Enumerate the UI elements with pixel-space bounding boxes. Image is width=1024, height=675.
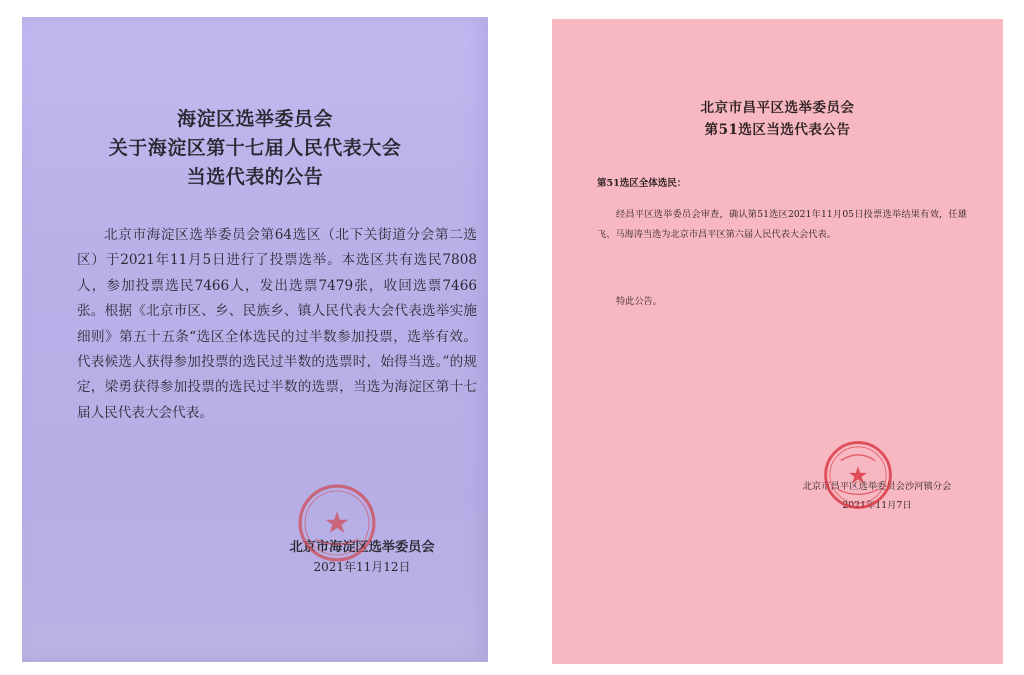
closing-line: 特此公告。 [616, 296, 662, 307]
official-seal-icon [296, 482, 378, 564]
title-line-2: 关于海淀区第十七届人民代表大会 [108, 137, 402, 159]
announcement-body: 北京市海淀区选举委员会第64选区（北下关街道分会第二选区）于2021年11月5日进行了投票选举。本选区共有选民7808人，参加投票选民7466人，发出选票7479张，收回选票7466张。根据《北京市区、乡、民族乡、镇人民代表大会代表选举实施细则》第五十五条“选区全体选民的过半数参加投票，选举有效。代表候选人获得参加投票的选民过半数的选票时，始得当选。”的规定，梁勇获得参加投票的选民过半数的选票，当选为海淀区第十七届人民代表大会代表。 [77, 227, 477, 421]
changping-announcement-page [552, 19, 1003, 664]
document-title [552, 97, 1003, 141]
title-line-3: 当选代表的公告 [186, 166, 324, 188]
title-line-1: 海淀区选举委员会 [176, 108, 333, 130]
salutation: 第51选区全体选民： [597, 178, 687, 189]
title-line-1: 北京市昌平区选举委员会 [700, 100, 855, 116]
signature-date: 2021年11月12日 [313, 560, 411, 574]
official-seal-icon [822, 439, 894, 511]
title-line-2: 第51选区当选代表公告 [704, 122, 851, 138]
signature-organization: 北京市昌平区选举委员会沙河镇分会 [802, 481, 952, 492]
signature-date: 2021年11月7日 [842, 500, 912, 511]
signature-organization: 北京市海淀区选举委员会 [289, 540, 435, 555]
haidian-announcement-page [22, 17, 488, 662]
document-title [22, 105, 488, 192]
announcement-body: 经昌平区选举委员会审查，确认第51选区2021年11月05日投票选举结果有效，任雄飞、马海涛当选为北京市昌平区第六届人民代表大会代表。 [597, 209, 967, 240]
